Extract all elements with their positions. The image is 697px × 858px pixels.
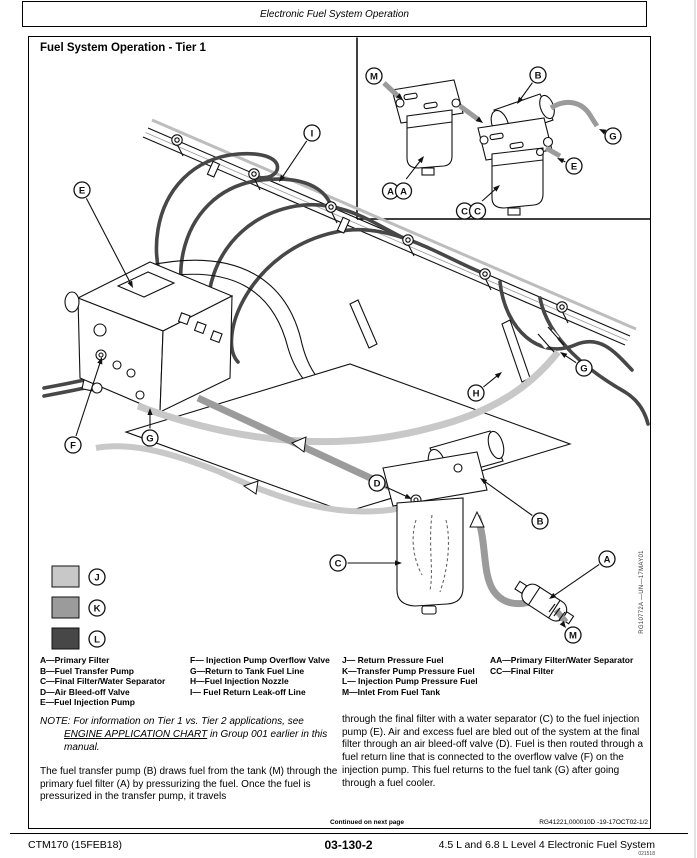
legend-item: L— Injection Pump Pressure Fuel bbox=[342, 676, 478, 687]
note-suffix: in Group 001 earlier in this manual. bbox=[64, 728, 328, 753]
body-paragraph-right: through the final filter with a water separator (C) to the fuel injection pump (E). Air and excess fuel are bled out of the system at the final filter through an air bleed-off valve (D). Fuel is then routed through a fuel return line that is connected to the overflow valve (F) on the injection pump. This fuel returns to the fuel tank (G) after going through a fuel cooler. bbox=[342, 714, 644, 789]
svg-text:G: G bbox=[146, 433, 154, 445]
callout-k bbox=[89, 600, 105, 616]
legend-item: M—Inlet From Fuel Tank bbox=[342, 686, 441, 697]
legend-item: K—Transfer Pump Pressure Fuel bbox=[342, 665, 475, 676]
svg-text:A: A bbox=[400, 186, 407, 198]
page-title: Fuel System Operation - Tier 1 bbox=[40, 42, 206, 54]
legend-column-2 bbox=[190, 655, 340, 697]
svg-text:C: C bbox=[474, 206, 481, 218]
svg-text:M: M bbox=[370, 71, 378, 83]
callout-j bbox=[89, 569, 105, 585]
legend-column-4 bbox=[490, 655, 648, 676]
note-paragraph bbox=[40, 716, 340, 754]
legend-item: AA—Primary Filter/Water Separator bbox=[490, 655, 634, 665]
svg-text:E: E bbox=[570, 161, 578, 173]
footer-manual-title: 4.5 L and 6.8 L Level 4 Electronic Fuel System bbox=[438, 839, 655, 851]
svg-text:A: A bbox=[387, 186, 394, 198]
doc-code: RG41221,000010D -19-17OCT02-1/2 bbox=[539, 819, 648, 826]
engine-application-chart-link[interactable]: ENGINE APPLICATION CHART bbox=[64, 728, 208, 740]
page-edge-shadow bbox=[694, 0, 696, 858]
callout-c bbox=[330, 555, 402, 571]
legend-item: J— Return Pressure Fuel bbox=[342, 655, 444, 665]
callout-l bbox=[89, 631, 105, 647]
callout-i bbox=[279, 125, 320, 182]
inset-final-filter-drawing bbox=[478, 94, 597, 215]
svg-text:J: J bbox=[94, 572, 100, 584]
running-header: Electronic Fuel System Operation bbox=[22, 1, 647, 27]
legend-item: C—Final Filter/Water Separator bbox=[40, 676, 166, 687]
inset-primary-filter-drawing bbox=[384, 80, 483, 175]
svg-text:C: C bbox=[334, 558, 342, 570]
svg-text:H: H bbox=[472, 388, 480, 400]
color-swatch-k bbox=[52, 597, 79, 618]
continued-note: Continued on next page bbox=[329, 819, 405, 826]
footer-page-number: 03-130-2 bbox=[324, 838, 373, 852]
svg-text:A: A bbox=[603, 554, 611, 566]
legend-item: B—Fuel Transfer Pump bbox=[40, 665, 134, 676]
svg-text:E: E bbox=[78, 185, 86, 197]
callout-e bbox=[557, 158, 582, 174]
svg-text:B: B bbox=[534, 70, 542, 82]
callout-a bbox=[549, 551, 615, 599]
primary-filter-drawing bbox=[470, 512, 577, 629]
legend-item: G—Return to Tank Fuel Line bbox=[190, 665, 305, 676]
body-paragraph-left: The fuel transfer pump (B) draws fuel from the tank (M) through the primary fuel filter (A) by pressurizing the fuel. Once the fuel is pressurized in the transfer pump, it travels bbox=[40, 766, 338, 803]
svg-text:G: G bbox=[580, 363, 588, 375]
footer-rule bbox=[10, 833, 688, 834]
image-code-vertical: RG10772A —UN—17MAY01 bbox=[639, 550, 645, 634]
callout-m bbox=[366, 68, 382, 84]
legend-item: D—Air Bleed-off Valve bbox=[40, 686, 130, 697]
legend-item: CC—Final Filter bbox=[490, 665, 554, 676]
injection-nozzles-drawing bbox=[350, 300, 530, 382]
legend-item: H—Fuel Injection Nozzle bbox=[190, 676, 289, 687]
svg-text:B: B bbox=[536, 516, 544, 528]
svg-text:L: L bbox=[94, 634, 100, 646]
svg-text:I: I bbox=[310, 128, 314, 140]
callout-h bbox=[468, 372, 502, 401]
color-legend bbox=[52, 566, 79, 649]
footer-manual-code: CTM170 (15FEB18) bbox=[28, 839, 122, 851]
callout-g bbox=[599, 128, 621, 144]
note-prefix: NOTE: For information on Tier 1 vs. Tier 2 applications, see bbox=[40, 716, 304, 727]
color-swatch-j bbox=[52, 566, 79, 587]
footer-print-code: 021518 bbox=[638, 851, 655, 857]
legend-item: A—Primary Filter bbox=[40, 655, 110, 665]
legend-item: F— Injection Pump Overflow Valve bbox=[190, 655, 330, 665]
legend-item: I— Fuel Return Leak-off Line bbox=[190, 686, 306, 697]
legend-column-1 bbox=[40, 655, 188, 708]
svg-text:G: G bbox=[609, 131, 617, 143]
color-swatch-l bbox=[52, 628, 79, 649]
callout-e bbox=[74, 182, 133, 288]
callout-b bbox=[480, 478, 548, 529]
legend-column-3 bbox=[342, 655, 488, 697]
legend-item: E—Fuel Injection Pump bbox=[40, 697, 135, 708]
svg-text:K: K bbox=[93, 603, 101, 615]
svg-text:M: M bbox=[569, 630, 577, 642]
svg-text:C: C bbox=[461, 206, 468, 218]
svg-text:F: F bbox=[70, 440, 76, 452]
svg-text:D: D bbox=[373, 478, 381, 490]
callout-m bbox=[565, 627, 581, 643]
